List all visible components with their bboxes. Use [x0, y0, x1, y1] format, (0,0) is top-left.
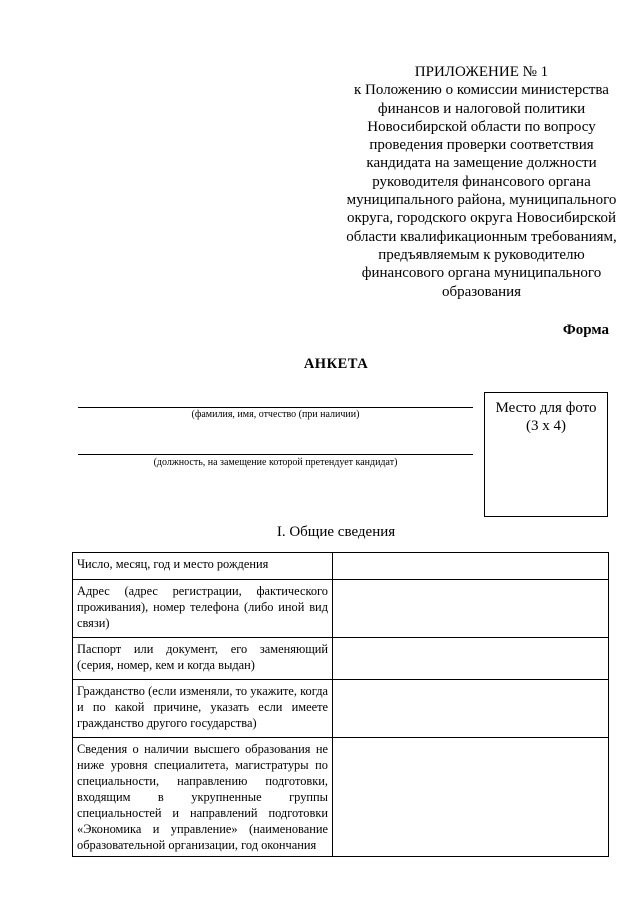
- table-row: [73, 680, 609, 738]
- photo-size: (3 x 4): [526, 418, 566, 434]
- row-value-cell[interactable]: [333, 638, 609, 680]
- appendix-header: [340, 63, 623, 301]
- photo-box: [484, 392, 608, 517]
- form-label: Форма: [562, 322, 609, 338]
- name-field-line[interactable]: [78, 407, 473, 408]
- row-value-cell[interactable]: [333, 553, 609, 580]
- appendix-text: к Положению о комиссии министерства финансов и налоговой политики Новосибирской области по вопросу проведения проверки соответствия кандидата на замещение должности руководителя финансового органа муниципального района, муниципального округа, городского округа Новосибирской области квалификационным требованиям, предъявляемым к руководителю финансового органа муниципального образования: [346, 82, 617, 300]
- row-value-cell[interactable]: [333, 580, 609, 638]
- form-title: АНКЕТА: [303, 356, 369, 372]
- name-field-caption: (фамилия, имя, отчество (при наличии): [191, 409, 360, 420]
- table-row: [73, 738, 609, 857]
- row-label: Адрес (адрес регистрации, фактического проживания), номер телефона (либо иной вид связи): [73, 580, 333, 638]
- row-value-cell[interactable]: [333, 680, 609, 738]
- row-value-cell[interactable]: [333, 738, 609, 857]
- row-label: Число, месяц, год и место рождения: [73, 553, 333, 580]
- row-label: Паспорт или документ, его заменяющий (серия, номер, кем и когда выдан): [73, 638, 333, 680]
- position-field-caption: (должность, на замещение которой претендует кандидат): [153, 457, 398, 468]
- appendix-title: ПРИЛОЖЕНИЕ № 1: [414, 64, 549, 80]
- table-row: [73, 580, 609, 638]
- photo-label: Место для фото: [495, 400, 597, 416]
- row-label: Сведения о наличии высшего образования не ниже уровня специалитета, магистратуры по специальности, направлению подготовки, входящим в укрупненные группы специальностей и направлений подготовки «Экономика и управление» (наименование образовательной организации, год окончания: [73, 738, 333, 857]
- position-field-line[interactable]: [78, 454, 473, 455]
- general-info-table: [72, 552, 609, 857]
- table-row: [73, 638, 609, 680]
- row-label: Гражданство (если изменяли, то укажите, когда и по какой причине, указать если имеете гражданство другого государства): [73, 680, 333, 738]
- section-title: I. Общие сведения: [276, 524, 396, 540]
- table-row: [73, 553, 609, 580]
